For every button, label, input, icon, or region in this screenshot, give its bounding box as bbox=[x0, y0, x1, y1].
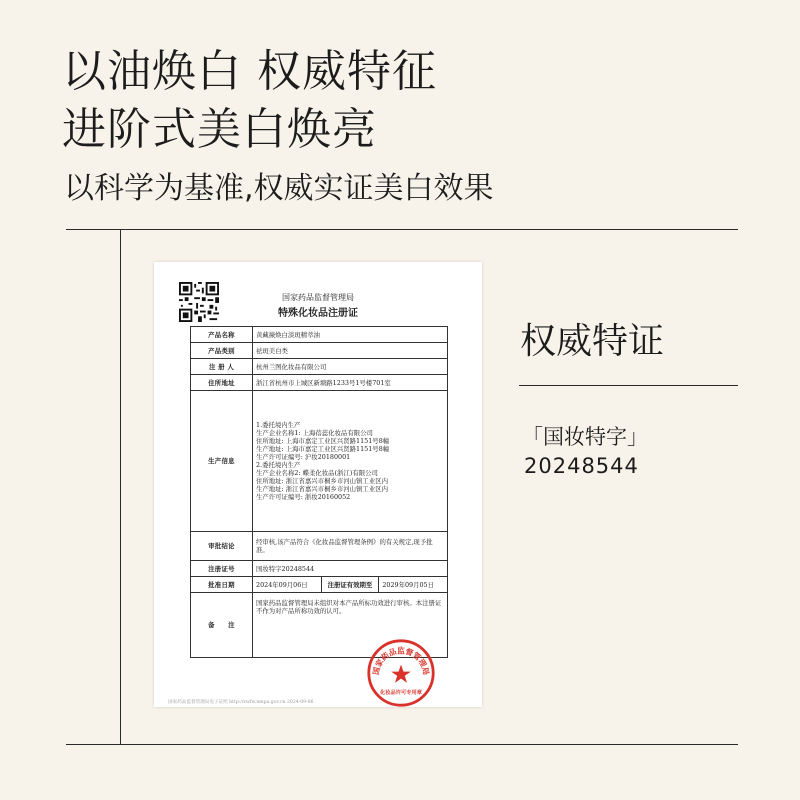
cert-number: 20248544 bbox=[524, 454, 639, 478]
headline-line-1: 以油焕白 权威特征 bbox=[62, 46, 437, 97]
official-seal-icon bbox=[366, 638, 436, 708]
production-line: 生产许可证编号: 沪妆20180001 bbox=[256, 453, 351, 461]
table-row bbox=[191, 343, 448, 359]
seal-text: 国家药品监督管理局 bbox=[371, 646, 431, 676]
production-line: 生产地址: 上海市嘉定工业区兴贤路1151号8幢 bbox=[256, 445, 390, 453]
production-line: 2.委托境内生产 bbox=[256, 461, 301, 469]
certificate-footer: 国家药品监督管理局电子证照 http://zwfw.nmpa.gov.cn 2024-09-06 bbox=[168, 700, 314, 705]
remark-label: 备 注 bbox=[191, 593, 253, 658]
production-info bbox=[253, 391, 448, 532]
table-row bbox=[191, 327, 448, 343]
production-line: 生产企业名称2: 蝶柔化妆品(浙江)有限公司 bbox=[256, 469, 378, 477]
certificate-table bbox=[190, 326, 448, 658]
issuing-authority: 国家药品监督管理局 bbox=[282, 293, 354, 302]
product-name-value: 黄藏薇焕白淡斑精萃油 bbox=[253, 327, 448, 343]
registrant-label: 注 册 人 bbox=[191, 359, 253, 375]
category-value: 祛斑美白类 bbox=[253, 343, 448, 359]
side-title: 权威特证 bbox=[520, 321, 665, 362]
side-divider bbox=[519, 385, 738, 386]
certificate-title: 特殊化妆品注册证 bbox=[278, 308, 358, 319]
seal-subtext: 化妆品许可专用章 bbox=[380, 690, 422, 696]
product-name-label: 产品名称 bbox=[191, 327, 253, 343]
approval-label: 审批结论 bbox=[191, 532, 253, 561]
vertical-divider bbox=[120, 229, 121, 744]
top-divider bbox=[66, 229, 738, 230]
approval-date-value: 2024年09月06日 bbox=[253, 577, 322, 593]
headline-line-2: 进阶式美白焕亮 bbox=[62, 104, 377, 155]
production-line: 住所地址: 上海市嘉定工业区兴贤路1151号8幢 bbox=[256, 437, 390, 445]
subtitle: 以科学为基准,权威实证美白效果 bbox=[64, 171, 494, 206]
production-line: 生产地址: 浙江省嘉兴市桐乡市河山镇工业区内 bbox=[256, 485, 388, 493]
table-row bbox=[191, 561, 448, 577]
production-line: 住所地址: 浙江省嘉兴市桐乡市河山镇工业区内 bbox=[256, 477, 388, 485]
production-line: 生产许可证编号: 浙妆20160052 bbox=[256, 493, 351, 501]
category-label: 产品类别 bbox=[191, 343, 253, 359]
reg-no-value: 国妆特字20248544 bbox=[253, 561, 448, 577]
valid-until-label: 注册证有效期至 bbox=[321, 577, 379, 593]
table-row bbox=[191, 359, 448, 375]
cert-category-label: 「国妆特字」 bbox=[522, 425, 648, 449]
registrant-value: 杭州兰图化妆品有限公司 bbox=[253, 359, 448, 375]
table-row bbox=[191, 577, 448, 593]
bottom-divider bbox=[66, 744, 738, 745]
production-label: 生产信息 bbox=[191, 391, 253, 532]
table-row bbox=[191, 391, 448, 532]
table-row bbox=[191, 532, 448, 561]
reg-no-label: 注册证号 bbox=[191, 561, 253, 577]
production-line: 生产企业名称1: 上海蓓蕊化妆品有限公司 bbox=[256, 429, 373, 437]
address-value: 浙江省杭州市上城区新塘路1233号1号楼701室 bbox=[253, 375, 448, 391]
valid-until-value: 2029年09月05日 bbox=[379, 577, 448, 593]
approval-date-label: 批准日期 bbox=[191, 577, 253, 593]
table-row bbox=[191, 375, 448, 391]
address-label: 住所地址 bbox=[191, 375, 253, 391]
remark-value: 国家药品监督管理局未组织对本产品所标功效进行审核。本注册证不作为对产品所称功效的认可。 bbox=[253, 593, 448, 658]
approval-value: 经审核,该产品符合《化妆品监督管理条例》的有关规定,现予批准。 bbox=[253, 532, 448, 561]
registration-certificate bbox=[154, 262, 482, 707]
production-line: 1.委托境内生产 bbox=[256, 421, 301, 429]
